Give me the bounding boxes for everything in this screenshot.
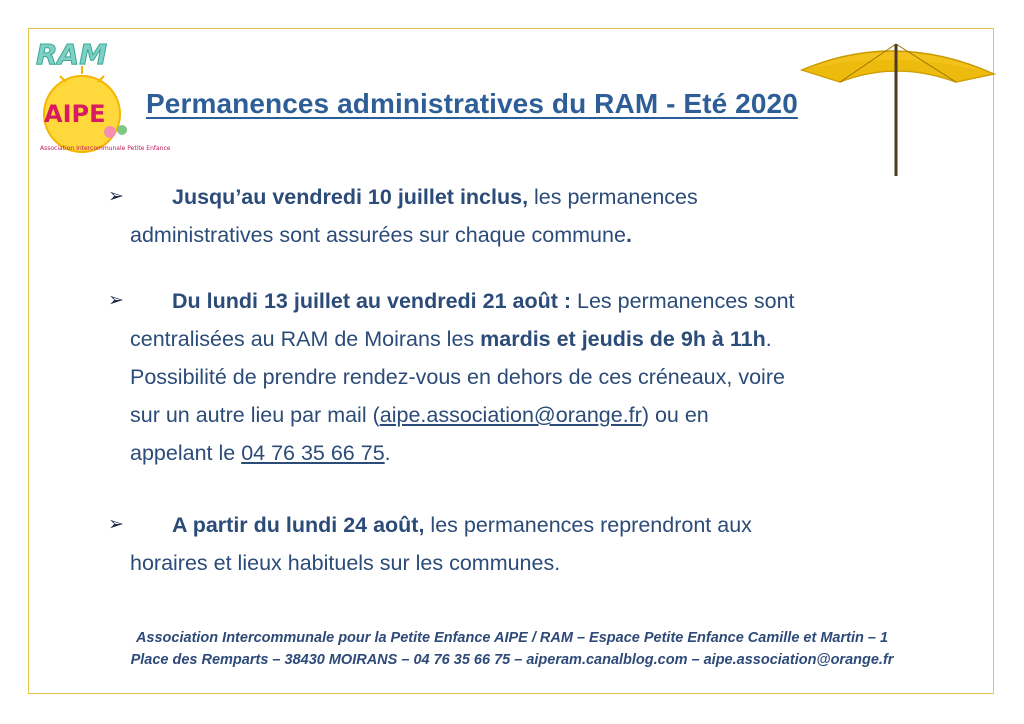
- logo-graphic: [30, 36, 171, 158]
- footer-address: [40, 627, 984, 671]
- bullet-2-line-5: [130, 434, 990, 472]
- footer-line-1: Association Intercommunale pour la Petite Enfance AIPE / RAM – Espace Petite Enfance Camille et Martin – 1: [135, 630, 889, 646]
- child-figure-icon-2: [117, 125, 127, 135]
- bullet-2-line-4-text: sur un autre lieu par mail (: [130, 403, 380, 427]
- parasol-icon: [796, 34, 1000, 180]
- bullet-2-line-4-tail: ) ou en: [641, 403, 709, 427]
- bullet-3-line-2: horaires et lieux habituels sur les communes.: [130, 551, 561, 575]
- bullet-2-line-5-text: appelant le: [130, 441, 242, 465]
- bullet-2-line-5-period: .: [384, 441, 391, 465]
- bullet-2-line-2-text: centralisées au RAM de Moirans les: [130, 327, 481, 351]
- bullet-3-line-1: [130, 506, 990, 544]
- arrow-bullet-icon: ➢: [108, 514, 124, 535]
- bullet-item-2: [104, 282, 990, 472]
- arrow-bullet-icon: ➢: [108, 186, 124, 207]
- bullet-2-line-1: [130, 282, 990, 320]
- bullet-1-line-2-period: .: [625, 223, 632, 247]
- bullet-item-1: [104, 178, 990, 254]
- bullet-1-line-2: [130, 216, 990, 254]
- bullet-2-schedule: mardis et jeudis de 9h à 11h: [480, 327, 766, 351]
- bullet-1-text: les permanences: [528, 185, 698, 209]
- bullet-2-line-4: [130, 396, 990, 434]
- page-title: Permanences administratives du RAM - Eté 2020: [146, 88, 798, 119]
- logo-aipe-text: AIPE: [44, 100, 106, 128]
- bullet-3-lead: A partir du lundi 24 août,: [172, 513, 425, 537]
- bullet-1-line-2-text: administratives sont assurées sur chaque commune: [130, 223, 626, 247]
- logo-ring-text: Association Intercommunale Petite Enfance: [40, 145, 171, 152]
- phone-link[interactable]: 04 76 35 66 75: [241, 441, 385, 465]
- bullet-item-3: [104, 506, 990, 582]
- bullet-2-line-3: Possibilité de prendre rendez-vous en dehors de ces créneaux, voire: [130, 365, 785, 389]
- parasol-graphic: [796, 34, 1000, 180]
- logo-ram-text: RAM: [36, 38, 108, 71]
- footer-line-2: Place des Remparts – 38430 MOIRANS – 04 76 35 66 75 – aiperam.canalblog.com – aipe.association@orange.fr: [130, 652, 894, 668]
- email-link[interactable]: aipe.association@orange.fr: [379, 403, 642, 427]
- bullet-1-lead: Jusqu’au vendredi 10 juillet inclus,: [172, 185, 529, 209]
- bullet-2-lead: Du lundi 13 juillet au vendredi 21 août :: [172, 289, 572, 313]
- ram-aipe-logo: [30, 36, 171, 158]
- bullet-2-line-2: [130, 320, 990, 358]
- child-figure-icon: [104, 126, 116, 138]
- arrow-bullet-icon: ➢: [108, 290, 124, 311]
- bullet-3-text: les permanences reprendront aux: [424, 513, 752, 537]
- bullet-2-line-2-period: .: [765, 327, 772, 351]
- bullet-1-line-1: [130, 178, 990, 216]
- bullet-2-text: Les permanences sont: [571, 289, 795, 313]
